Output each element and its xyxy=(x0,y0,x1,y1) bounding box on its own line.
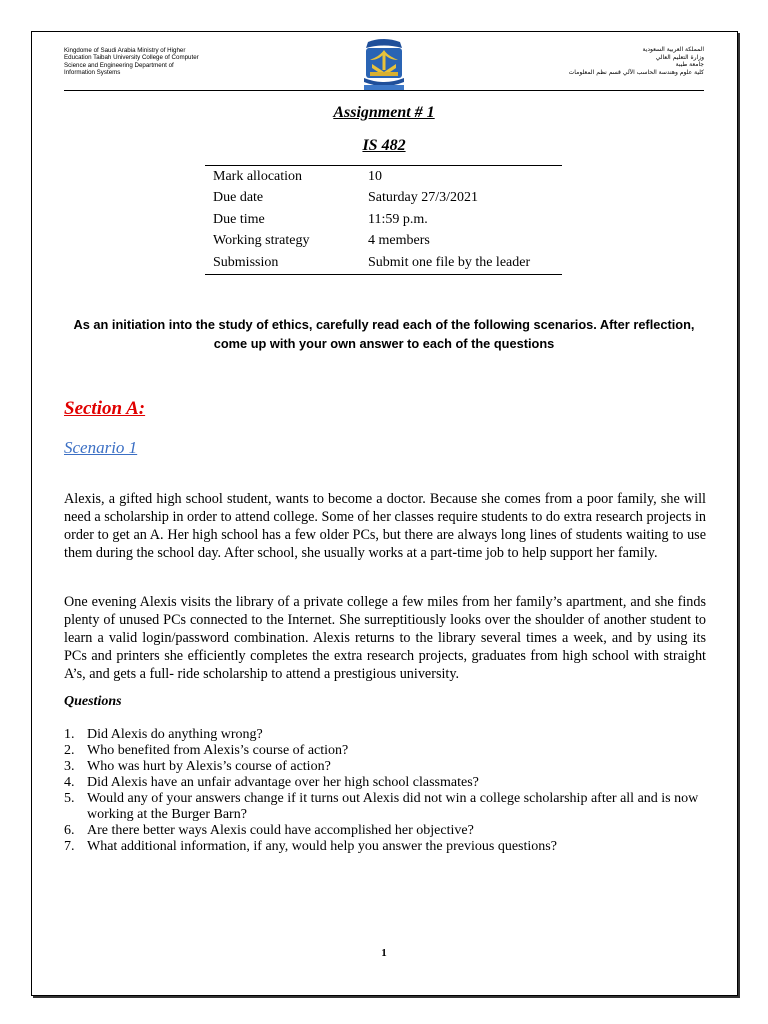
header-line: المملكة العربية السعودية xyxy=(642,46,704,53)
question-number: 7. xyxy=(64,839,75,854)
header-institution-arabic xyxy=(524,46,704,76)
info-label: Mark allocation xyxy=(213,168,303,184)
header-line: Information Systems xyxy=(64,69,121,77)
info-label: Submission xyxy=(213,254,279,270)
scenario-paragraph: Alexis, a gifted high school student, wants to become a doctor. Because she comes from a poor family, she will need a scholarship in order to attend college. Some of her classes require students to do extra research projects in order to get an A. Her high school has a few older PCs, but there are always long lines of students waiting to use them during the school day. After school, she usually works at a part-time job to help support her family. xyxy=(64,491,706,561)
question-number: 2. xyxy=(64,743,75,758)
header-line: كلية علوم وهندسة الحاسب الآلي قسم نظم المعلومات xyxy=(568,68,704,76)
list-item xyxy=(64,727,710,743)
question-number: 5. xyxy=(64,791,75,806)
header-line: Kingdome of Saudi Arabia Ministry of Higher xyxy=(64,47,186,54)
info-label: Due date xyxy=(213,190,264,206)
questions-list xyxy=(64,727,710,855)
intro-instructions: As an initiation into the study of ethics, carefully read each of the following scenarios. After reflection, come up with your own answer to each of the questions xyxy=(73,317,695,351)
list-item xyxy=(64,775,710,791)
info-value: 4 members xyxy=(368,233,430,249)
info-value: Saturday 27/3/2021 xyxy=(368,190,479,206)
list-item xyxy=(64,839,710,855)
header-line: Education Taibah University College of Computer xyxy=(64,54,199,62)
header-line: جامعة طيبة xyxy=(675,61,704,69)
question-number: 1. xyxy=(64,727,75,742)
question-text: Who benefited from Alexis’s course of action? xyxy=(87,743,349,758)
info-value: 11:59 p.m. xyxy=(368,211,428,227)
university-logo-icon xyxy=(358,38,410,92)
question-text: What additional information, if any, would help you answer the previous questions? xyxy=(87,839,557,854)
question-text: Did Alexis have an unfair advantage over her high school classmates? xyxy=(87,775,479,790)
course-code: IS 482 xyxy=(362,137,406,154)
info-value: 10 xyxy=(368,168,382,184)
section-heading: Section A: xyxy=(64,398,146,419)
scenario-paragraph: One evening Alexis visits the library of a private college a few miles from her family’s apartment, and she finds plenty of unused PCs connected to the Internet. She surreptitiously looks over the shoulder of another student to learn a valid login/password combination. Alexis returns to the library several times a week, and by using its PCs and printers she efficiently completes the extra research projects, graduates from high school with straight A’s, and gets a full- ride scholarship to attend a prestigious university. xyxy=(64,594,706,682)
table-row xyxy=(205,166,562,188)
info-value: Submit one file by the leader xyxy=(368,254,531,270)
question-number: 6. xyxy=(64,823,75,838)
header-institution-english xyxy=(64,47,234,77)
info-label: Due time xyxy=(213,211,265,227)
table-row xyxy=(205,231,562,253)
list-item xyxy=(64,823,710,839)
table-row xyxy=(205,252,562,274)
questions-heading: Questions xyxy=(64,694,122,709)
table-row xyxy=(205,209,562,231)
header-divider xyxy=(64,90,704,91)
scenario-heading: Scenario 1 xyxy=(64,438,138,457)
list-item xyxy=(64,791,710,823)
assignment-info-table xyxy=(205,165,562,275)
list-item xyxy=(64,743,710,759)
question-number: 4. xyxy=(64,775,75,790)
list-item xyxy=(64,759,710,775)
table-row xyxy=(205,188,562,210)
info-label: Working strategy xyxy=(213,233,310,249)
question-text: Did Alexis do anything wrong? xyxy=(87,727,263,742)
header-line: Science and Engineering Department of xyxy=(64,61,174,69)
question-text: Are there better ways Alexis could have accomplished her objective? xyxy=(87,823,474,838)
assignment-title: Assignment # 1 xyxy=(333,104,435,121)
header-line: وزارة التعليم العالي xyxy=(655,53,704,61)
question-text: Who was hurt by Alexis’s course of action? xyxy=(87,759,331,774)
question-number: 3. xyxy=(64,759,75,774)
question-text: Would any of your answers change if it turns out Alexis did not win a college scholarship after all and is now working at the Burger Barn? xyxy=(87,791,699,822)
page-number: 1 xyxy=(381,947,387,959)
